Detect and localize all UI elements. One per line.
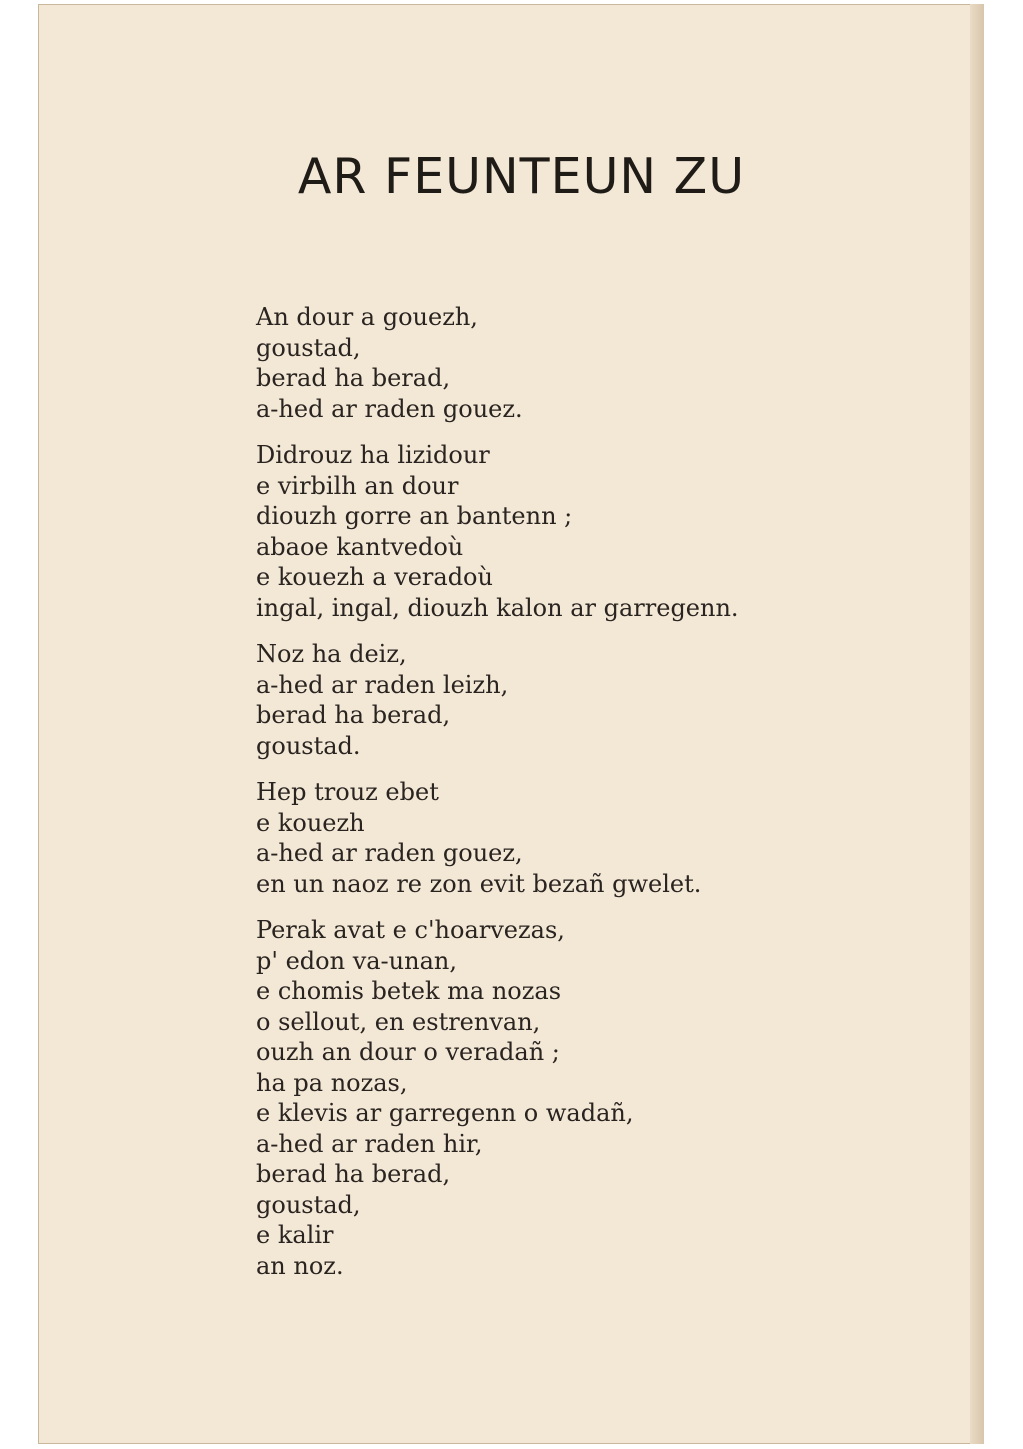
poem-line: abaoe kantvedoù (256, 532, 464, 561)
poem-line: a-hed ar raden gouez. (256, 394, 523, 423)
poem-line: e klevis ar garregenn o wadañ, (256, 1099, 634, 1127)
poem-line: p' edon va-unan, (256, 946, 457, 975)
poem-body (256, 302, 876, 1297)
poem-line: e kalir (256, 1221, 334, 1249)
poem-line: ha pa nozas, (256, 1068, 408, 1097)
page-edge (970, 4, 984, 1444)
poem-line: Noz ha deiz, (256, 640, 407, 668)
poem-line: goustad. (256, 731, 361, 760)
poem-line: diouzh gorre an bantenn ; (256, 502, 573, 530)
poem-line: ouzh an dour o veradañ ; (256, 1038, 560, 1066)
stanza-1 (256, 302, 876, 424)
poem-line: Perak avat e c'hoarvezas, (256, 916, 565, 944)
poem-line: en un naoz re zon evit bezañ gwelet. (256, 869, 702, 898)
poem-title: AR FEUNTEUN ZU (297, 148, 746, 205)
poem-line: An dour a gouezh, (256, 303, 478, 331)
poem-line: goustad, (256, 333, 361, 362)
poem-line: goustad, (256, 1190, 361, 1219)
stanza-3 (256, 639, 876, 761)
poem-line: ingal, ingal, diouzh kalon ar garregenn. (256, 593, 739, 622)
poem-line: a-hed ar raden gouez, (256, 839, 523, 867)
poem-line: berad ha berad, (256, 701, 451, 729)
poem-line: a-hed ar raden hir, (256, 1129, 483, 1158)
stanza-5 (256, 915, 876, 1281)
page-margin (984, 0, 1023, 1449)
poem-line: berad ha berad, (256, 364, 451, 392)
stanza-2 (256, 440, 876, 623)
poem-line: e chomis betek ma nozas (256, 977, 562, 1005)
poem-line: berad ha berad, (256, 1160, 451, 1188)
poem-line: Hep trouz ebet (256, 778, 439, 806)
poem-line: e kouezh a veradoù (256, 563, 493, 591)
poem-line: Didrouz ha lizidour (256, 441, 490, 469)
poem-line: e kouezh (256, 808, 365, 837)
stanza-4 (256, 777, 876, 899)
poem-line: an noz. (256, 1251, 344, 1280)
poem-line: o sellout, en estrenvan, (256, 1007, 541, 1036)
poem-line: a-hed ar raden leizh, (256, 670, 509, 699)
poem-line: e virbilh an dour (256, 471, 459, 500)
